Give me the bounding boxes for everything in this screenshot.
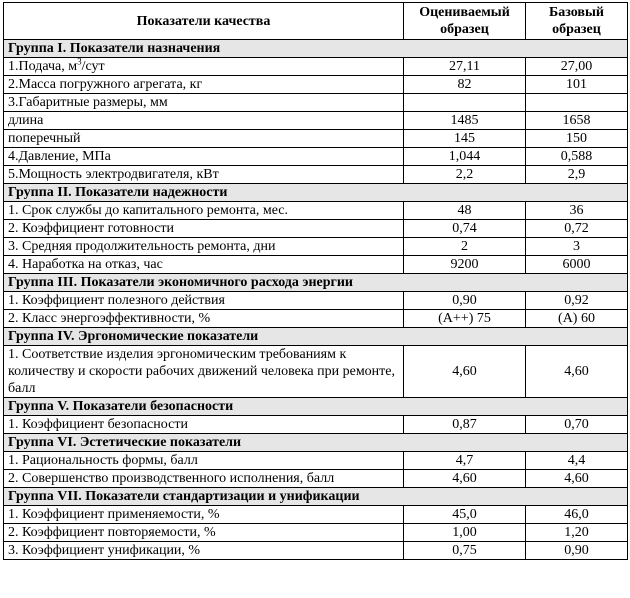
table-row bbox=[4, 256, 628, 274]
group-row bbox=[4, 434, 628, 452]
base-value: 6000 bbox=[526, 256, 628, 274]
evaluated-value: 2,2 bbox=[404, 166, 526, 184]
evaluated-value: 0,87 bbox=[404, 416, 526, 434]
evaluated-value: 1,00 bbox=[404, 524, 526, 542]
base-value: 1658 bbox=[526, 112, 628, 130]
evaluated-value: 0,74 bbox=[404, 220, 526, 238]
table-row bbox=[4, 76, 628, 94]
base-value: 101 bbox=[526, 76, 628, 94]
group-title: Группа VI. Эстетические показатели bbox=[4, 434, 628, 452]
evaluated-value: (А++) 75 bbox=[404, 310, 526, 328]
row-label: 1. Соответствие изделия эргономическим требованиям к количеству и скорости рабочих движений человека при ремонте, балл bbox=[4, 346, 404, 398]
evaluated-value: 1485 bbox=[404, 112, 526, 130]
group-row bbox=[4, 40, 628, 58]
table-row bbox=[4, 416, 628, 434]
row-label: 1.Подача, $м^3$/сут bbox=[4, 58, 404, 76]
group-title: Группа II. Показатели надежности bbox=[4, 184, 628, 202]
row-label: 2. Совершенство производственного исполнения, балл bbox=[4, 470, 404, 488]
evaluated-value: 4,60 bbox=[404, 470, 526, 488]
base-value: 0,72 bbox=[526, 220, 628, 238]
table-row bbox=[4, 130, 628, 148]
table-row bbox=[4, 238, 628, 256]
row-label: 1. Коэффициент применяемости, % bbox=[4, 506, 404, 524]
evaluated-value: 145 bbox=[404, 130, 526, 148]
base-value: (А) 60 bbox=[526, 310, 628, 328]
base-value: 36 bbox=[526, 202, 628, 220]
row-label: 4. Наработка на отказ, час bbox=[4, 256, 404, 274]
evaluated-value: 4,60 bbox=[404, 346, 526, 398]
evaluated-value: 0,75 bbox=[404, 542, 526, 560]
base-value: 4,60 bbox=[526, 470, 628, 488]
base-value: 0,92 bbox=[526, 292, 628, 310]
table-row bbox=[4, 506, 628, 524]
base-value bbox=[526, 94, 628, 112]
table-row bbox=[4, 542, 628, 560]
table-row bbox=[4, 524, 628, 542]
table-row bbox=[4, 94, 628, 112]
row-label: поперечный bbox=[4, 130, 404, 148]
row-label: 2. Класс энергоэффективности, % bbox=[4, 310, 404, 328]
table-row bbox=[4, 346, 628, 398]
group-title: Группа I. Показатели назначения bbox=[4, 40, 628, 58]
row-label: 1. Коэффициент безопасности bbox=[4, 416, 404, 434]
row-label: 1. Срок службы до капитального ремонта, мес. bbox=[4, 202, 404, 220]
table-row bbox=[4, 166, 628, 184]
evaluated-value: 2 bbox=[404, 238, 526, 256]
row-label: 1. Коэффициент полезного действия bbox=[4, 292, 404, 310]
base-value: 0,90 bbox=[526, 542, 628, 560]
base-value: 0,588 bbox=[526, 148, 628, 166]
base-value: 2,9 bbox=[526, 166, 628, 184]
group-title: Группа VII. Показатели стандартизации и унификации bbox=[4, 488, 628, 506]
base-value: 150 bbox=[526, 130, 628, 148]
table-row bbox=[4, 148, 628, 166]
group-row bbox=[4, 184, 628, 202]
evaluated-value: 45,0 bbox=[404, 506, 526, 524]
group-title: Группа V. Показатели безопасности bbox=[4, 398, 628, 416]
row-label: 3.Габаритные размеры, мм bbox=[4, 94, 404, 112]
table-row bbox=[4, 202, 628, 220]
base-value: 46,0 bbox=[526, 506, 628, 524]
header-indicators: Показатели качества bbox=[4, 3, 404, 40]
row-label: 3. Коэффициент унификации, % bbox=[4, 542, 404, 560]
evaluated-value: 48 bbox=[404, 202, 526, 220]
evaluated-value: 9200 bbox=[404, 256, 526, 274]
base-value: 27,00 bbox=[526, 58, 628, 76]
header-evaluated-sample: Оцениваемый образец bbox=[404, 3, 526, 40]
row-label: 5.Мощность электродвигателя, кВт bbox=[4, 166, 404, 184]
row-label: длина bbox=[4, 112, 404, 130]
table-row bbox=[4, 470, 628, 488]
row-label: 2. Коэффициент готовности bbox=[4, 220, 404, 238]
row-label: 2.Масса погружного агрегата, кг bbox=[4, 76, 404, 94]
group-row bbox=[4, 274, 628, 292]
row-label: 3. Средняя продолжительность ремонта, дни bbox=[4, 238, 404, 256]
base-value: 0,70 bbox=[526, 416, 628, 434]
group-row bbox=[4, 398, 628, 416]
table-header-row bbox=[4, 3, 628, 40]
table-row bbox=[4, 58, 628, 76]
header-base-sample: Базовый образец bbox=[526, 3, 628, 40]
table-row bbox=[4, 220, 628, 238]
table-row bbox=[4, 452, 628, 470]
base-value: 4,60 bbox=[526, 346, 628, 398]
group-row bbox=[4, 328, 628, 346]
base-value: 3 bbox=[526, 238, 628, 256]
group-title: Группа IV. Эргономические показатели bbox=[4, 328, 628, 346]
row-label: 4.Давление, МПа bbox=[4, 148, 404, 166]
group-row bbox=[4, 488, 628, 506]
evaluated-value: 27,11 bbox=[404, 58, 526, 76]
row-label: 1. Рациональность формы, балл bbox=[4, 452, 404, 470]
base-value: 4,4 bbox=[526, 452, 628, 470]
table-row bbox=[4, 310, 628, 328]
evaluated-value bbox=[404, 94, 526, 112]
evaluated-value: 82 bbox=[404, 76, 526, 94]
quality-indicators-table bbox=[3, 2, 628, 560]
group-title: Группа III. Показатели экономичного расхода энергии bbox=[4, 274, 628, 292]
evaluated-value: 4,7 bbox=[404, 452, 526, 470]
base-value: 1,20 bbox=[526, 524, 628, 542]
table-row bbox=[4, 292, 628, 310]
row-label: 2. Коэффициент повторяемости, % bbox=[4, 524, 404, 542]
evaluated-value: 1,044 bbox=[404, 148, 526, 166]
table-row bbox=[4, 112, 628, 130]
evaluated-value: 0,90 bbox=[404, 292, 526, 310]
